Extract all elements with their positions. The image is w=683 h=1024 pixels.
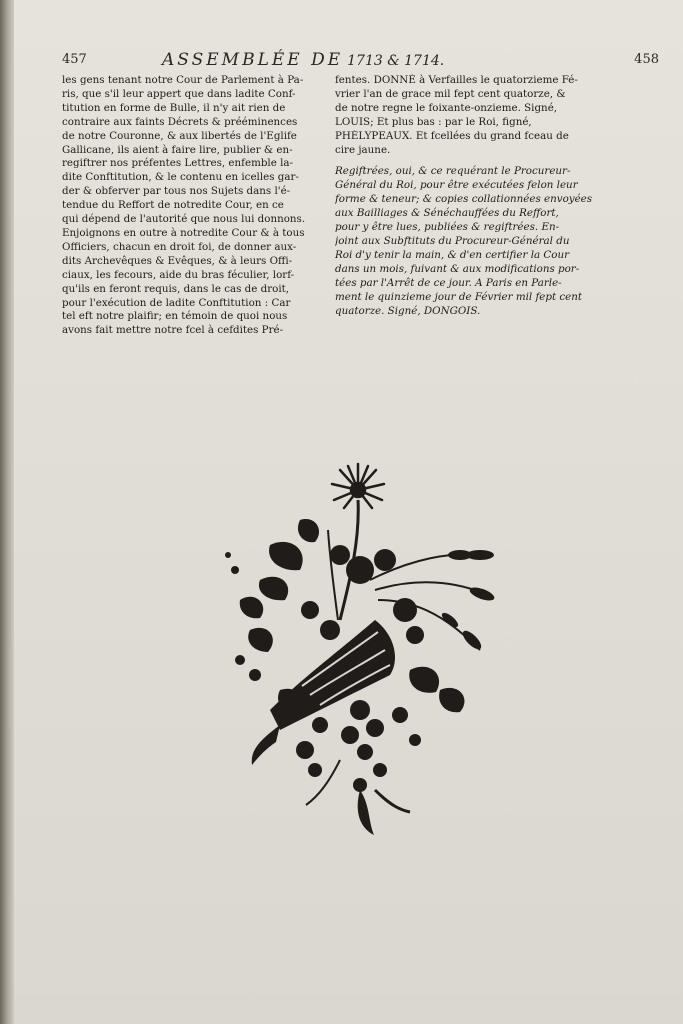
text-line: ris, que s'il leur appert que dans ladite Conf- <box>62 87 296 100</box>
text-line: de notre Couronne, & aux libertés de l'Eglife <box>62 129 297 142</box>
right-column <box>335 74 607 318</box>
text-line: de notre regne le foixante-onzieme. Signé, <box>335 101 558 114</box>
book-page <box>14 0 683 1024</box>
text-line: avons fait mettre notre fcel à cefdites Pré- <box>62 324 284 337</box>
text-line: Enjoignons en outre à notredite Cour & à tous <box>62 226 305 239</box>
note-line: joint aux Subftituts du Procureur-Général du <box>335 234 570 247</box>
running-title <box>162 50 444 70</box>
text-line: regiftrer nos préfentes Lettres, enfemble la- <box>62 157 293 170</box>
text-line: dits Archevêques & Evêques, & à leurs Offi- <box>62 254 293 267</box>
registration-note <box>335 165 607 318</box>
page-number-right: 458 <box>634 52 659 67</box>
note-line: Regiftrées, oui, & ce requérant le Procureur- <box>335 165 571 178</box>
text-line: LOUIS; Et plus bas : par le Roi, figné, <box>335 115 532 128</box>
text-line: PHÉLYPEAUX. Et fcellées du grand fceau de <box>335 129 569 142</box>
text-line: fentes. DONNÉ à Verfailles le quatorzieme Fé- <box>335 74 578 86</box>
text-line: der & obferver par tous nos Sujets dans l'é- <box>62 185 291 198</box>
text-line: dite Conftitution, & le contenu en icelles gar- <box>62 171 299 184</box>
note-line: quatorze. Signé, DONGOIS. <box>335 304 481 317</box>
note-line: aux Bailliages & Sénéchauffées du Reffort, <box>335 207 559 220</box>
running-title-text: ASSEMBLÉE DE <box>162 50 344 70</box>
note-line: ment le quinzieme jour de Février mil fept cent <box>335 290 582 303</box>
text-line: ciaux, les fecours, aide du bras féculier, lorf- <box>62 268 295 281</box>
text-line: tel eft notre plaifir; en témoin de quoi nous <box>62 310 288 323</box>
text-line: Officiers, chacun en droit foi, de donner aux- <box>62 240 297 253</box>
text-line: contraire aux faints Décrets & prééminences <box>62 115 298 128</box>
note-line: Général du Roi, pour être exécutées felon leur <box>335 179 578 192</box>
page-number-left: 457 <box>62 52 87 67</box>
text-line: qu'ils en feront requis, dans le cas de droit, <box>62 282 290 295</box>
text-line: pour l'exécution de ladite Conftitution : Car <box>62 296 291 309</box>
left-column <box>62 74 334 338</box>
cornucopia-flower-icon <box>210 460 500 840</box>
text-line: Gallicane, ils aient à faire lire, publier & en- <box>62 143 293 156</box>
page-header <box>14 50 683 76</box>
note-line: Roi d'y tenir la main, & d'en certifier la Cour <box>335 248 570 261</box>
book-gutter <box>0 0 14 1024</box>
text-line: tendue du Reffort de notredite Cour, en ce <box>62 199 284 212</box>
text-line: cire jaune. <box>335 143 391 156</box>
text-line: les gens tenant notre Cour de Parlement à Pa- <box>62 74 304 86</box>
note-line: pour y être lues, publiées & regiftrées. En- <box>335 221 560 234</box>
text-line: qui dépend de l'autorité que nous lui donnons. <box>62 213 306 226</box>
note-line: forme & teneur; & copies collationnées envoyées <box>335 193 593 206</box>
running-title-years: 1713 & 1714. <box>347 53 445 69</box>
note-line: tées par l'Arrêt de ce jour. A Paris en Parle- <box>335 276 562 289</box>
text-line: vrier l'an de grace mil fept cent quatorze, & <box>335 87 566 100</box>
text-line: titution en forme de Bulle, il n'y ait rien de <box>62 101 286 114</box>
note-line: dans un mois, fuivant & aux modifications por- <box>335 262 580 275</box>
